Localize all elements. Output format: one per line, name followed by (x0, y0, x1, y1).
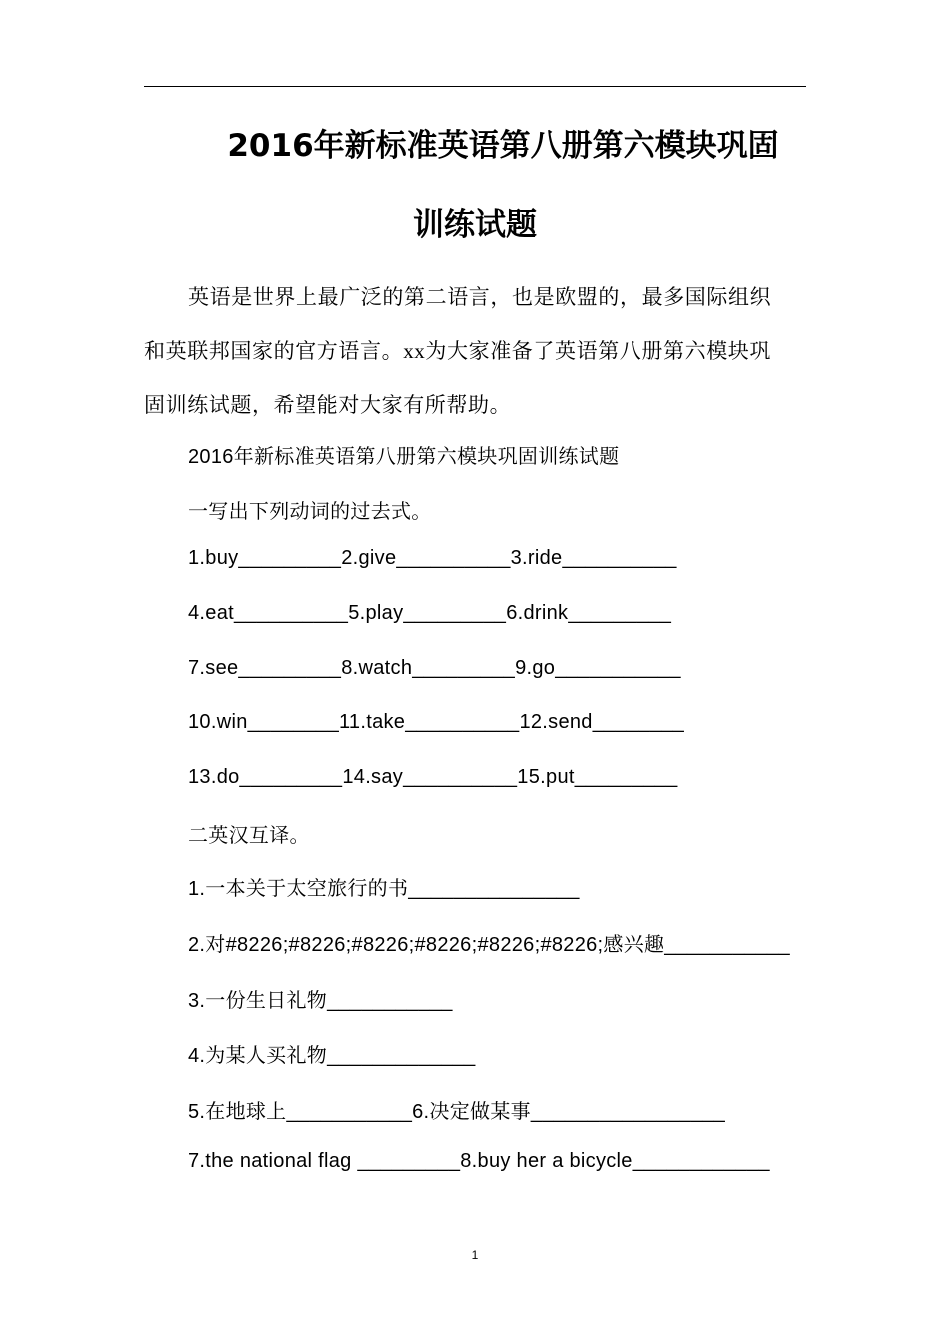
intro-paragraph-line-1: 英语是世界上最广泛的第二语言，也是欧盟的，最多国际组织 (188, 285, 772, 309)
page-number: 1 (471, 1248, 479, 1262)
exercise-row: 1.buy_________2.give__________3.ride__________ (188, 547, 677, 569)
section-2-heading: 二英汉互译。 (188, 825, 310, 847)
translation-row: 4.为某人买礼物_____________ (188, 1045, 476, 1067)
exercise-row: 13.do_________14.say__________15.put_________ (188, 766, 678, 788)
header-rule (144, 86, 806, 87)
translation-row: 2.对#8226;#8226;#8226;#8226;#8226;#8226;感兴趣___________ (188, 934, 790, 956)
exercise-row: 10.win________11.take__________12.send________ (188, 711, 685, 733)
translation-row: 5.在地球上___________6.决定做某事_________________ (188, 1101, 726, 1123)
subtitle: 2016年新标准英语第八册第六模块巩固训练试题 (188, 446, 620, 468)
exercise-row: 7.see_________8.watch_________9.go___________ (188, 657, 681, 679)
exercise-row: 4.eat__________5.play_________6.drink_________ (188, 602, 672, 624)
section-1-heading: 一写出下列动词的过去式。 (188, 501, 432, 523)
translation-row: 1.一本关于太空旅行的书_______________ (188, 878, 580, 900)
intro-paragraph-line-3: 固训练试题，希望能对大家有所帮助。 (144, 393, 512, 417)
translation-row: 3.一份生日礼物___________ (188, 990, 453, 1012)
intro-paragraph-line-2: 和英联邦国家的官方语言。xx为大家准备了英语第八册第六模块巩 (144, 339, 771, 363)
translation-row: 7.the national flag _________8.buy her a bicycle____________ (188, 1150, 770, 1172)
document-title-line-1: 2016年新标准英语第八册第六模块巩固 (227, 128, 779, 164)
document-title-line-2: 训练试题 (413, 207, 537, 243)
